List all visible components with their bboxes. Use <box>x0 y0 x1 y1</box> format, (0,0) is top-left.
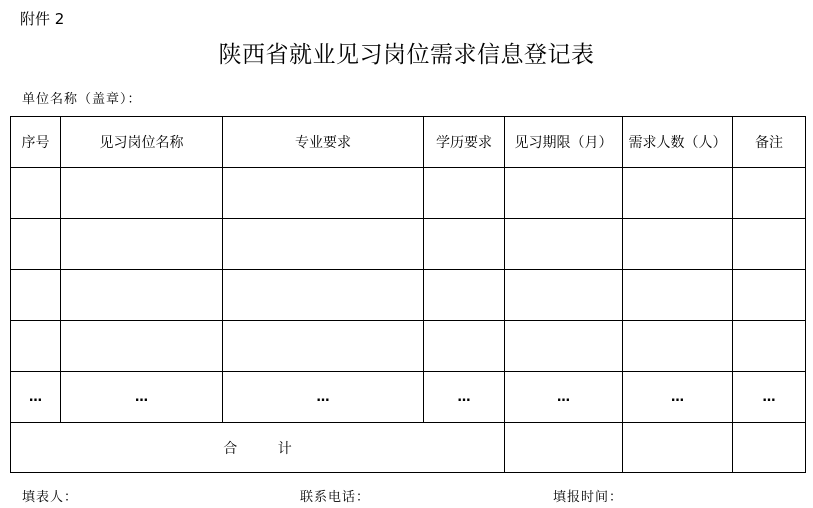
table-cell[interactable] <box>733 270 806 321</box>
ellipsis-cell: … <box>424 372 505 423</box>
total-period-cell[interactable] <box>505 423 623 473</box>
table-cell[interactable] <box>623 321 733 372</box>
table-cell[interactable] <box>11 270 61 321</box>
header-demand-count: 需求人数（人） <box>623 117 733 168</box>
page-title: 陕西省就业见习岗位需求信息登记表 <box>218 42 595 68</box>
total-row <box>11 423 806 473</box>
table-cell[interactable] <box>733 168 806 219</box>
ellipsis-cell: … <box>505 372 623 423</box>
contact-phone-label: 联系电话： <box>300 490 371 505</box>
total-label: 合 计 <box>223 440 310 457</box>
table-cell[interactable] <box>424 219 505 270</box>
table-cell[interactable] <box>623 168 733 219</box>
table-cell[interactable] <box>223 270 424 321</box>
table-cell[interactable] <box>61 168 223 219</box>
ellipsis-row <box>11 372 806 423</box>
table-row <box>11 321 806 372</box>
total-count-cell[interactable] <box>623 423 733 473</box>
table-cell[interactable] <box>424 321 505 372</box>
table-row <box>11 219 806 270</box>
table-cell[interactable] <box>505 270 623 321</box>
table-cell[interactable] <box>505 321 623 372</box>
header-serial: 序号 <box>11 117 61 168</box>
table-cell[interactable] <box>623 270 733 321</box>
table-header-row <box>11 117 806 168</box>
table-cell[interactable] <box>61 321 223 372</box>
fill-date-label: 填报时间： <box>553 490 624 505</box>
ellipsis-cell: … <box>61 372 223 423</box>
table-cell[interactable] <box>505 168 623 219</box>
table-cell[interactable] <box>61 270 223 321</box>
total-label-cell <box>11 423 505 473</box>
registration-table <box>10 116 806 473</box>
ellipsis-cell: … <box>11 372 61 423</box>
table-cell[interactable] <box>223 219 424 270</box>
attachment-label: 附件 2 <box>20 10 65 28</box>
table-cell[interactable] <box>61 219 223 270</box>
table-cell[interactable] <box>11 168 61 219</box>
header-remarks: 备注 <box>733 117 806 168</box>
header-position-name: 见习岗位名称 <box>61 117 223 168</box>
header-internship-period: 见习期限（月） <box>505 117 623 168</box>
unit-name-label: 单位名称（盖章）： <box>22 92 142 107</box>
table-cell[interactable] <box>223 168 424 219</box>
table-row <box>11 270 806 321</box>
table-cell[interactable] <box>11 219 61 270</box>
ellipsis-cell: … <box>223 372 424 423</box>
table-cell[interactable] <box>424 270 505 321</box>
header-major-requirement: 专业要求 <box>223 117 424 168</box>
filler-label: 填表人： <box>22 490 79 505</box>
table-cell[interactable] <box>11 321 61 372</box>
table-cell[interactable] <box>733 321 806 372</box>
table-cell[interactable] <box>223 321 424 372</box>
table-cell[interactable] <box>424 168 505 219</box>
ellipsis-cell: … <box>623 372 733 423</box>
table-cell[interactable] <box>733 219 806 270</box>
ellipsis-cell: … <box>733 372 806 423</box>
table-cell[interactable] <box>623 219 733 270</box>
table-row <box>11 168 806 219</box>
total-remarks-cell[interactable] <box>733 423 806 473</box>
header-education-requirement: 学历要求 <box>424 117 505 168</box>
table-cell[interactable] <box>505 219 623 270</box>
